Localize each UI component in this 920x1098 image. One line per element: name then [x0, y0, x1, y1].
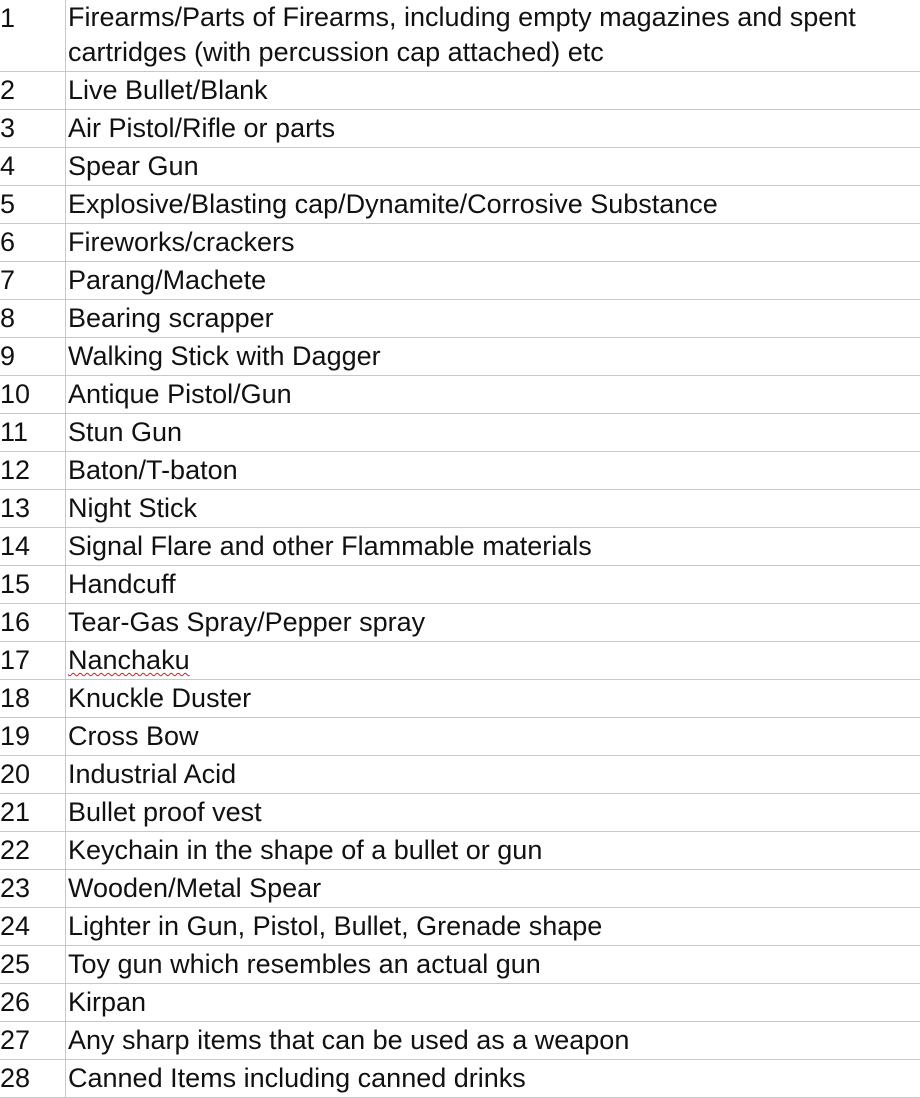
table-row	[0, 984, 920, 1022]
item-text: Signal Flare and other Flammable materials	[68, 531, 592, 561]
item-text: Air Pistol/Rifle or parts	[68, 113, 336, 143]
row-number: 24	[0, 908, 66, 945]
item-text: Antique Pistol/Gun	[68, 379, 292, 409]
row-number: 3	[0, 110, 66, 147]
table-row	[0, 528, 920, 566]
table-row	[0, 110, 920, 148]
item-text: Firearms/Parts of Firearms, including empty magazines and spent cartridges (with percussion cap attached) etc	[68, 2, 856, 67]
item-text: Bullet proof vest	[68, 797, 262, 827]
table-row	[0, 0, 920, 72]
item-text: Any sharp items that can be used as a weapon	[68, 1025, 630, 1055]
row-number: 22	[0, 832, 66, 869]
table-row	[0, 224, 920, 262]
item-text: Lighter in Gun, Pistol, Bullet, Grenade shape	[68, 911, 603, 941]
row-number: 21	[0, 794, 66, 831]
table-row	[0, 262, 920, 300]
table-row	[0, 1060, 920, 1098]
item-text: Cross Bow	[68, 721, 199, 751]
table-row	[0, 946, 920, 984]
item-text: Walking Stick with Dagger	[68, 341, 381, 371]
row-number: 4	[0, 148, 66, 185]
item-text: Industrial Acid	[68, 759, 237, 789]
row-number: 18	[0, 680, 66, 717]
row-number: 15	[0, 566, 66, 603]
table-row	[0, 756, 920, 794]
table-row	[0, 72, 920, 110]
item-text: Kirpan	[68, 987, 147, 1017]
table-row	[0, 604, 920, 642]
item-text: Toy gun which resembles an actual gun	[68, 949, 541, 979]
table-row	[0, 794, 920, 832]
table-row	[0, 908, 920, 946]
item-text: Bearing scrapper	[68, 303, 274, 333]
row-number: 2	[0, 72, 66, 109]
table-row	[0, 490, 920, 528]
item-text: Baton/T-baton	[68, 455, 238, 485]
item-text: Stun Gun	[68, 417, 183, 447]
item-text: Keychain in the shape of a bullet or gun	[68, 835, 543, 865]
row-number: 16	[0, 604, 66, 641]
item-text: Tear-Gas Spray/Pepper spray	[68, 607, 426, 637]
row-number: 1	[0, 0, 66, 71]
table-row	[0, 718, 920, 756]
item-text: Spear Gun	[68, 151, 199, 181]
table-row	[0, 1022, 920, 1060]
item-text: Live Bullet/Blank	[68, 75, 268, 105]
table-row	[0, 566, 920, 604]
row-number: 9	[0, 338, 66, 375]
item-text: Night Stick	[68, 493, 198, 523]
table-row	[0, 300, 920, 338]
row-number: 19	[0, 718, 66, 755]
table-row	[0, 642, 920, 680]
table-row	[0, 680, 920, 718]
row-number: 13	[0, 490, 66, 527]
item-text: Fireworks/crackers	[68, 227, 295, 257]
row-number: 8	[0, 300, 66, 337]
row-number: 20	[0, 756, 66, 793]
table-row	[0, 414, 920, 452]
table-row	[0, 338, 920, 376]
table-row	[0, 832, 920, 870]
item-text: Canned Items including canned drinks	[68, 1063, 526, 1093]
row-number: 17	[0, 642, 66, 679]
row-number: 25	[0, 946, 66, 983]
item-text: Knuckle Duster	[68, 683, 252, 713]
row-number: 12	[0, 452, 66, 489]
table-row	[0, 376, 920, 414]
row-number: 23	[0, 870, 66, 907]
row-number: 28	[0, 1060, 66, 1097]
row-number: 14	[0, 528, 66, 565]
row-number: 26	[0, 984, 66, 1021]
table-row	[0, 186, 920, 224]
table-row	[0, 148, 920, 186]
item-text: Parang/Machete	[68, 265, 267, 295]
item-text: Explosive/Blasting cap/Dynamite/Corrosive Substance	[68, 189, 718, 219]
table-row	[0, 870, 920, 908]
row-number: 10	[0, 376, 66, 413]
item-text: Wooden/Metal Spear	[68, 873, 322, 903]
row-number: 11	[0, 414, 66, 451]
item-text: Nanchaku	[68, 645, 190, 675]
row-number: 7	[0, 262, 66, 299]
row-number: 5	[0, 186, 66, 223]
table-row	[0, 452, 920, 490]
row-number: 27	[0, 1022, 66, 1059]
row-number: 6	[0, 224, 66, 261]
item-text: Handcuff	[68, 569, 176, 599]
